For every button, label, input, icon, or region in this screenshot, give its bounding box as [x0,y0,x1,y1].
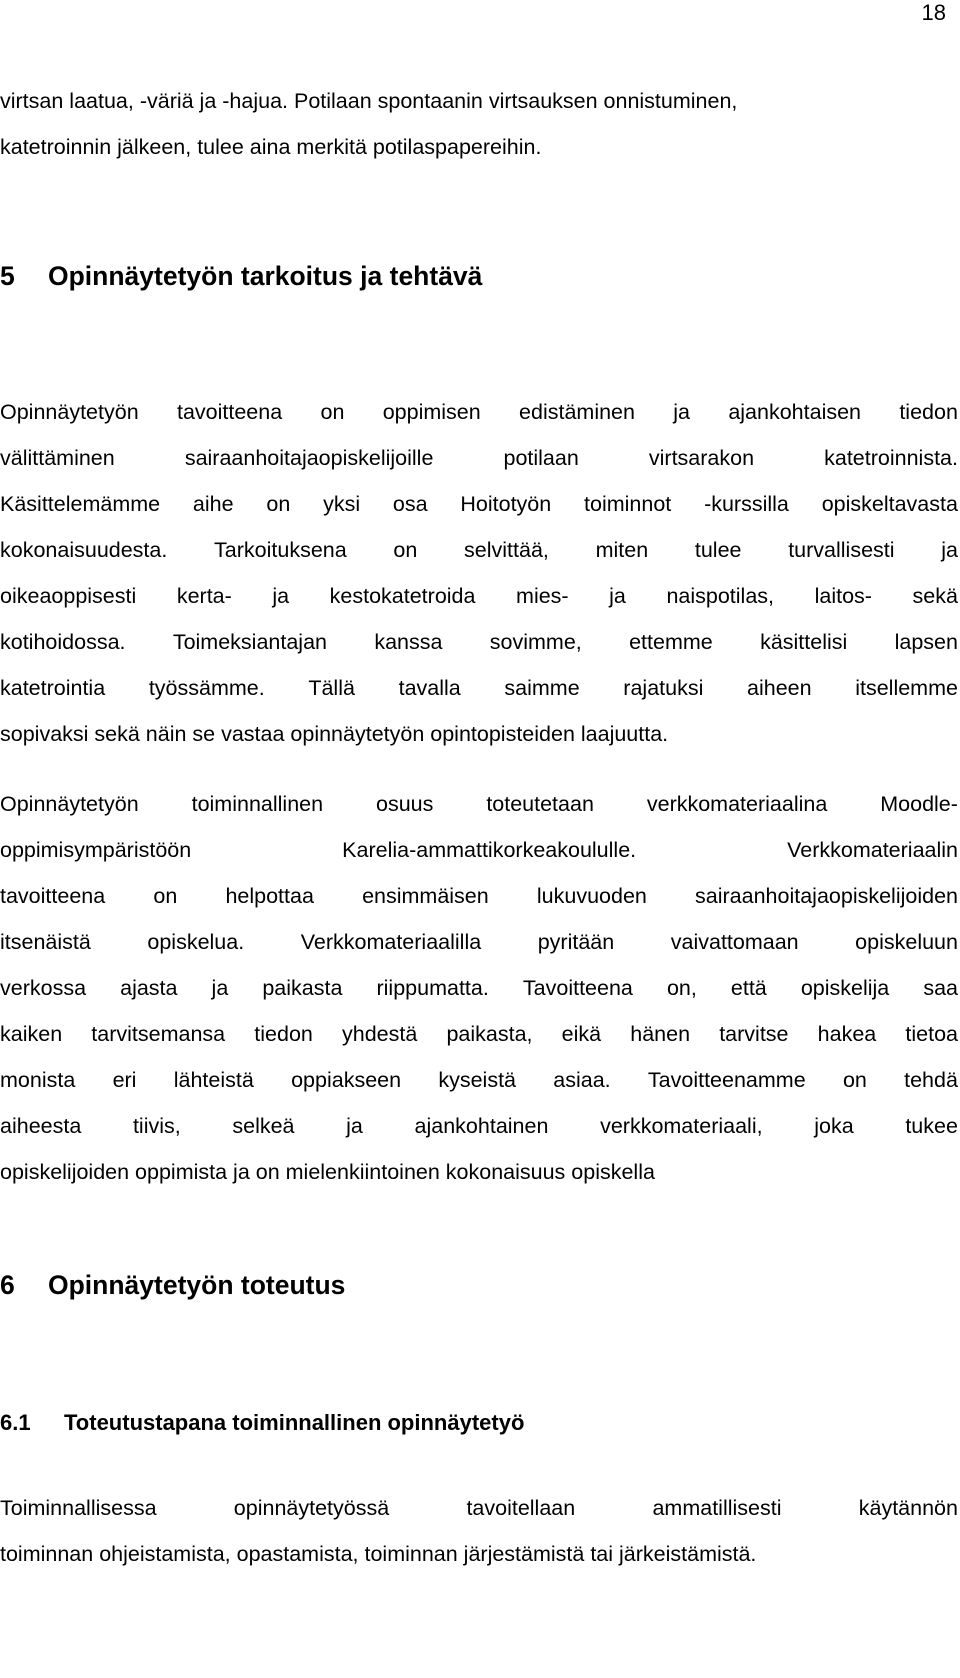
word: Tällä [308,676,355,700]
word: paikasta [262,976,343,1000]
word: toteutetaan [486,792,594,816]
word: tarvitsemansa [91,1022,226,1046]
word: aiheesta [0,1114,82,1138]
word: ajasta [120,976,178,1000]
word: tavoitteena [176,400,283,424]
word: Tavoitteenamme [647,1068,806,1092]
heading-number: 6 [0,1270,15,1300]
word: edistäminen [519,400,635,424]
page-number: 18 [921,0,946,25]
word: oppimisympäristöön [0,838,192,862]
text-line: toiminnan ohjeistamista, opastamista, toiminnan järjestämistä tai järkeistämistä. [0,1542,757,1566]
word: rajatuksi [623,676,704,700]
word: ja [941,538,958,562]
word: kotihoidossa. [0,630,126,654]
word: kyseistä [438,1068,517,1092]
word: sovimme, [489,630,582,654]
section-5-paragraph-2 [0,781,958,1195]
word: katetrointia [0,676,106,700]
word: tavoitellaan [466,1496,576,1520]
word: asiaa. [553,1068,611,1092]
word: opiskeluun [855,930,958,954]
word: tavalla [398,676,461,700]
word: tiedon [899,400,958,424]
word: verkkomateriaalina [646,792,828,816]
word: ajankohtainen [414,1114,549,1138]
word: opinnäytetyössä [233,1496,390,1520]
word: ja [346,1114,363,1138]
word: käsittelisi [760,630,848,654]
text-line [0,389,958,435]
section-6-heading [0,1268,958,1302]
paragraph-text [0,1485,958,1577]
word: ammatillisesti [652,1496,782,1520]
word: Toimeksiantajan [172,630,327,654]
word: sairaanhoitajaopiskelijoiden [695,884,958,908]
word: eikä [561,1022,602,1046]
word: ja [609,584,626,608]
text-line [0,919,958,965]
word: työssämme. [148,676,265,700]
heading-title: Opinnäytetyön tarkoitus ja tehtävä [48,261,483,291]
text-line [0,619,958,665]
word: välittäminen [0,446,115,470]
text-line [0,827,958,873]
word: riippumatta. [376,976,489,1000]
word: oppimisen [382,400,481,424]
text-line [0,1103,958,1149]
word: tukee [905,1114,958,1138]
word: tiivis, [132,1114,181,1138]
text-line [0,1485,958,1531]
word: tulee [694,538,742,562]
section-5-heading [0,259,958,293]
word: on [842,1068,867,1092]
word: että [730,976,767,1000]
word: laitos- [814,584,872,608]
word: katetroinnista. [824,446,958,470]
word: naispotilas, [666,584,775,608]
word: toiminnallinen [191,792,324,816]
word: itsellemme [855,676,958,700]
word: toiminnot [584,492,672,516]
word: kaiken [0,1022,63,1046]
word: eri [112,1068,137,1092]
word: Karelia-ammattikorkeakoululle. [342,838,637,862]
word: on [320,400,345,424]
word: virtsarakon [648,446,755,470]
word: Opinnäytetyön [0,400,139,424]
word: opiskelija [800,976,890,1000]
word: tehdä [904,1068,958,1092]
word: Hoitotyön [460,492,552,516]
word: hakea [817,1022,877,1046]
word: kanssa [374,630,443,654]
word: kokonaisuudesta. [0,538,168,562]
heading [0,259,958,293]
word: turvallisesti [788,538,895,562]
word: miten [595,538,649,562]
word: tavoitteena [0,884,106,908]
section-5-paragraph-1 [0,389,958,757]
word: ja [211,976,229,1000]
word: on [266,492,291,516]
word: Moodle- [880,792,958,816]
word: saimme [504,676,580,700]
word: ja [272,584,290,608]
word: ettemme [629,630,713,654]
word: on [153,884,178,908]
word: sekä [912,584,958,608]
text-line [0,1057,958,1103]
word: monista [0,1068,76,1092]
subheading [0,1408,958,1438]
word: Tarkoituksena [214,538,347,562]
word: Käsittelemämme [0,492,161,516]
word: -kurssilla [704,492,789,516]
word: aiheen [747,676,812,700]
text-line [0,481,958,527]
word: Verkkomateriaalin [787,838,958,862]
word: kestokatetroida [329,584,476,608]
word: opiskeltavasta [821,492,958,516]
word: paikasta, [446,1022,533,1046]
word: Toiminnallisessa [0,1496,157,1520]
section-6-1-paragraph [0,1485,958,1577]
paragraph-text [0,781,958,1195]
text-line: katetroinnin jälkeen, tulee aina merkitä potilaspapereihin. [0,135,542,159]
word: potilaan [503,446,579,470]
word: sairaanhoitajaopiskelijoille [184,446,434,470]
word: selvittää, [464,538,549,562]
word: helpottaa [225,884,314,908]
word: mies- [516,584,569,608]
text-line [0,435,958,481]
word: selkeä [232,1114,295,1138]
word: verkossa [0,976,87,1000]
word: hänen [630,1022,691,1046]
word: verkkomateriaali, [600,1114,763,1138]
word: lukuvuoden [536,884,647,908]
word: tarvitse [719,1022,789,1046]
intro-paragraph [0,78,958,170]
heading-number: 6.1 [0,1410,31,1435]
word: saa [923,976,958,1000]
word: on, [666,976,697,1000]
word: kerta- [176,584,232,608]
word: lähteistä [173,1068,254,1092]
word: opiskelua. [147,930,245,954]
word: Verkkomateriaalilla [300,930,482,954]
word: tiedon [254,1022,313,1046]
word: Tavoitteena [522,976,633,1000]
word: aihe [192,492,234,516]
word: ja [673,400,691,424]
text-line: opiskelijoiden oppimista ja on mielenkiintoinen kokonaisuus opiskella [0,1160,655,1184]
word: lapsen [894,630,958,654]
word: osuus [376,792,434,816]
word: ajankohtaisen [728,400,862,424]
word: oppiakseen [291,1068,402,1092]
text-line [0,965,958,1011]
heading-title: Toteutustapana toiminnallinen opinnäytetyö [64,1410,525,1435]
text-line [0,873,958,919]
word: osa [392,492,428,516]
word: itsenäistä [0,930,91,954]
word: pyritään [537,930,615,954]
paragraph-text [0,389,958,757]
word: vaivattomaan [670,930,799,954]
text-line: sopivaksi sekä näin se vastaa opinnäytetyön opintopisteiden laajuutta. [0,722,669,746]
word: yhdestä [342,1022,418,1046]
intro-text [0,78,958,170]
text-line [0,665,958,711]
word: Opinnäytetyön [0,792,139,816]
text-line [0,573,958,619]
word: yksi [323,492,361,516]
section-6-1-heading [0,1408,958,1438]
word: joka [814,1114,854,1138]
word: tietoa [905,1022,958,1046]
heading-number: 5 [0,261,15,291]
word: käytännön [858,1496,958,1520]
text-line: virtsan laatua, -väriä ja -hajua. Potilaan spontaanin virtsauksen onnistuminen, [0,89,738,113]
word: oikeaoppisesti [0,584,137,608]
word: ensimmäisen [362,884,489,908]
text-line [0,527,958,573]
word: on [393,538,418,562]
heading [0,1268,958,1302]
heading-title: Opinnäytetyön toteutus [48,1270,346,1300]
text-line [0,1011,958,1057]
text-line [0,781,958,827]
